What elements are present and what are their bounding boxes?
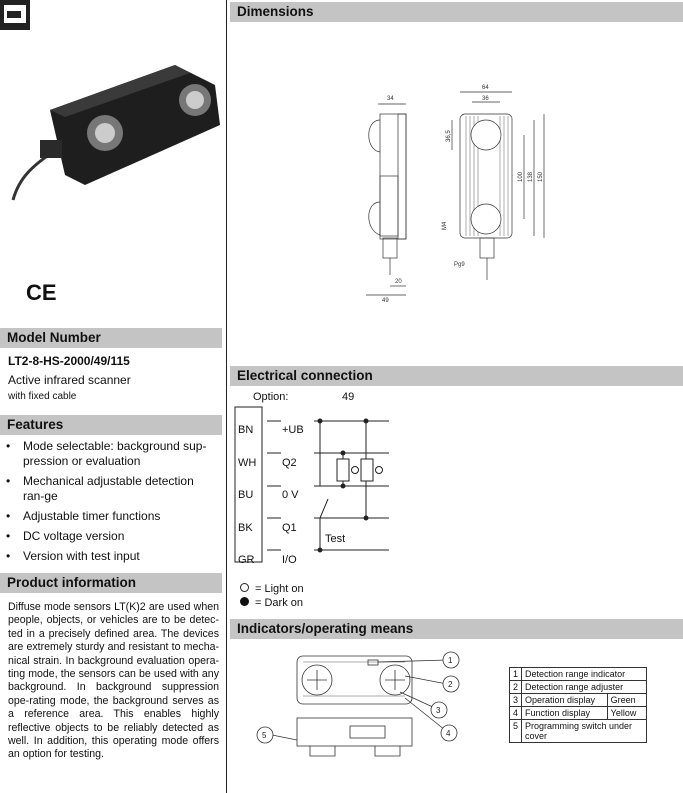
product-description: Active infrared scanner <box>8 373 131 387</box>
model-number-header: Model Number <box>0 328 222 348</box>
feature-item: • Mode selectable: background sup-pression or evaluation <box>0 439 218 469</box>
table-row: 1 Detection range indicator <box>510 668 647 681</box>
product-information-header: Product information <box>0 573 222 593</box>
dim-49: 49 <box>382 298 389 304</box>
callout-5: 5 <box>262 731 267 740</box>
dim-150: 150 <box>538 171 544 182</box>
feature-item: • Version with test input <box>0 549 218 564</box>
option-value: 49 <box>342 391 355 403</box>
callout-1: 1 <box>448 656 453 665</box>
table-row: 4 Function display Yellow <box>510 707 647 720</box>
dim-34: 34 <box>387 96 394 102</box>
indicators-table <box>509 667 647 743</box>
product-photo <box>5 55 220 205</box>
feature-item: • Mechanical adjustable detection ran-ge <box>0 474 218 504</box>
dim-20: 20 <box>395 279 402 285</box>
features-list <box>0 439 218 569</box>
filled-circle-icon <box>240 597 249 606</box>
wire-bn: BN <box>238 424 254 436</box>
open-circle-icon <box>240 583 249 592</box>
product-information-text: Diffuse mode sensors LT(K)2 are used when people, objects, or vehicles are to be detec-ted in a precisely defined area. The devices are extremely sturdy and resistant to mecha-nical strain. In background evaluation opera-ting mode, the sensors can be used with any background. In background suppression ope-rating mode, the background serves as a reference area. This enables highly reflective objects to be reliably detected as well. In addition, this operating mode offers an option for testing. <box>8 601 219 761</box>
wire-bk: BK <box>238 521 253 534</box>
signal-q2: Q2 <box>282 456 297 469</box>
callout-4: 4 <box>446 729 451 738</box>
legend-light-on: = Light on <box>240 582 304 596</box>
signal-io: I/O <box>282 554 297 566</box>
dim-m4: M4 <box>442 221 448 230</box>
signal-0v: 0 V <box>282 489 299 501</box>
column-divider <box>226 0 227 793</box>
features-header: Features <box>0 415 222 435</box>
table-row: 2 Detection range adjuster <box>510 681 647 694</box>
option-label: Option: <box>253 391 289 403</box>
callout-3: 3 <box>436 706 441 715</box>
dimensions-header: Dimensions <box>230 2 683 22</box>
product-subdescription: with fixed cable <box>8 391 77 402</box>
dim-36: 36 <box>482 96 489 102</box>
wire-bu: BU <box>238 489 254 501</box>
model-number: LT2-8-HS-2000/49/115 <box>8 354 130 368</box>
product-category-icon <box>0 0 30 30</box>
legend-dark-on: = Dark on <box>240 596 304 610</box>
feature-item: • Adjustable timer functions <box>0 509 218 524</box>
dim-100: 100 <box>518 171 524 182</box>
signal-q1: Q1 <box>282 521 297 534</box>
wire-wh: WH <box>238 456 257 469</box>
signal-ub: +UB <box>282 424 304 436</box>
dim-64: 64 <box>482 85 489 91</box>
dim-138: 138 <box>528 171 534 182</box>
ce-mark: CE <box>26 280 57 305</box>
electrical-connection-header: Electrical connection <box>230 366 683 386</box>
feature-item: • DC voltage version <box>0 529 218 544</box>
wire-gr: GR <box>238 554 255 566</box>
dimensions-drawing <box>330 80 560 305</box>
indicators-header: Indicators/operating means <box>230 619 683 639</box>
indicators-drawing <box>255 648 470 788</box>
callout-2: 2 <box>448 680 453 689</box>
dim-pg9: Pg9 <box>454 262 465 268</box>
test-label: Test <box>325 533 346 545</box>
table-row: 5 Programming switch under cover <box>510 720 647 743</box>
wiring-diagram <box>234 405 394 565</box>
table-row: 3 Operation display Green <box>510 694 647 707</box>
dim-36-5: 36,5 <box>446 130 452 142</box>
